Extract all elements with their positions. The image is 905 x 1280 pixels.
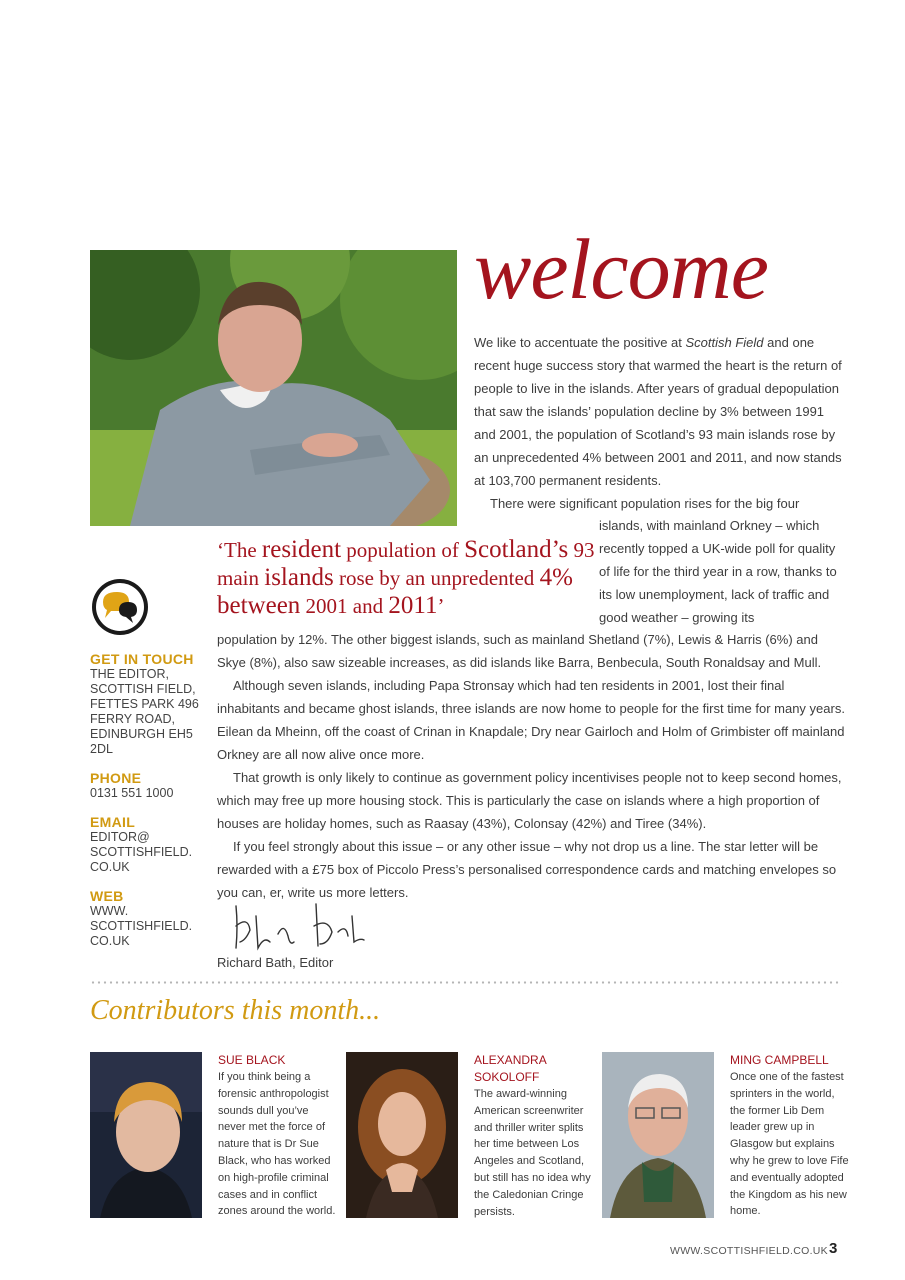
body-paragraph: If you feel strongly about this issue – or any other issue – why not drop us a line. The star letter will be rewarded with a £75 box of Piccolo Press’s personalised correspondence cards and matching envelopes so you can, er, write us more letters. <box>217 839 837 900</box>
contributor-photo <box>346 1052 458 1218</box>
contributor-bio: The award-winning American screenwriter and thriller writer splits her time between Los Angeles and Scotland, but still has no idea why the Caledonian Cringe persists. <box>474 1088 591 1218</box>
contact-heading: GET IN TOUCH <box>90 651 194 667</box>
quote-emphasis: 4% between <box>217 564 573 619</box>
contributor-bio: If you think being a forensic anthropologist sounds dull you’ve never met the force of nature that is Dr Sue Black, who has worked on high-profile criminal cases and in conflict zones around the world. <box>218 1071 336 1218</box>
web-heading: WEB <box>90 888 124 904</box>
intro-text-part: and one recent huge success story that warmed the heart is the return of people to live in the islands. After years of gradual depopulation that saw the islands’ population decline by 3% between 1991 and 2001, the population of Scotland’s 93 main islands rose by an unprecedented 4% between 2001 and 2011, and now stands at 103,700 permanent residents. <box>474 335 842 488</box>
email-address: EDITOR@ SCOTTISHFIELD. CO.UK <box>90 830 193 874</box>
body-paragraph: Although seven islands, including Papa Stronsay which had ten residents in 2001, lost their final inhabitants and became ghost islands, three islands are now home to people for the first time for many years. Eilean da Mheinn, off the coast of Crinan in Knapdale; Dry near Gairloch and Holm of Grimbister off mainland Orkney are all now alive once more. <box>217 678 845 762</box>
body-paragraph: That growth is only likely to continue as government policy incentivises people not to keep second homes, which may free up more housing stock. This is particularly the case on islands where a high proportion of houses are holiday homes, such as Raasay (43%), Colonsay (42%) and Tiree (34%). <box>217 770 842 831</box>
editor-signature <box>228 896 368 956</box>
contributor-photo <box>602 1052 714 1218</box>
section-divider <box>90 981 842 984</box>
quote-emphasis: Scotland’s <box>464 536 569 563</box>
email-heading: EMAIL <box>90 814 136 830</box>
right-column-paragraph: islands, with mainland Orkney – which recently topped a UK-wide poll for quality of life for the third year in a row, thanks to its low unemployment, lack of traffic and good weather – growing its <box>599 518 837 625</box>
quote-text: population of <box>341 538 465 562</box>
pull-quote <box>217 536 597 620</box>
contributor-photo <box>90 1052 202 1218</box>
quote-emphasis: islands <box>264 564 334 591</box>
quote-text: ‘The <box>217 538 262 562</box>
phone-number: 0131 551 1000 <box>90 786 174 800</box>
contact-sidebar <box>90 652 210 963</box>
quote-text: ’ <box>437 594 445 618</box>
quote-text: 93 main <box>217 538 595 590</box>
intro-text <box>474 331 844 515</box>
editor-photo <box>90 250 457 526</box>
phone-heading: PHONE <box>90 770 142 786</box>
contributors-heading: Contributors this month... <box>90 995 381 1026</box>
contributor-name: SUE BLACK <box>218 1053 286 1067</box>
intro-paragraph-2: There were significant population rises for the big four <box>490 496 800 511</box>
page-number: 3 <box>829 1240 838 1257</box>
quote-emphasis: 2011 <box>388 592 438 619</box>
postal-address: THE EDITOR, SCOTTISH FIELD, FETTES PARK 496 FERRY ROAD, EDINBURGH EH5 2DL <box>90 667 199 756</box>
contributor-card <box>474 1052 594 1220</box>
intro-text-part: We like to accentuate the positive at <box>474 335 686 350</box>
contributor-name: ALEXANDRA SOKOLOFF <box>474 1053 547 1084</box>
body-text <box>217 628 847 904</box>
body-paragraph: population by 12%. The other biggest islands, such as mainland Shetland (7%), Lewis & Harris (6%) and Skye (8%), also saw sizeable increases, as did islands like Barra, Benbecula, South Ronaldsay and Mull. <box>217 632 822 670</box>
magazine-name: Scottish Field <box>685 335 764 350</box>
quote-text: rose by an unpredented <box>333 566 540 590</box>
speech-bubble-icon <box>91 578 149 636</box>
quote-emphasis: resident <box>261 536 342 563</box>
page-title: welcome <box>474 221 768 317</box>
intro-paragraph <box>474 331 844 492</box>
contributor-bio: Once one of the fastest sprinters in the world, the former Lib Dem leader grew up in Glasgow but explains why he grew to love Fife and eventually adopted the Kingdom as his new home. <box>730 1071 849 1218</box>
footer-url[interactable]: WWW.SCOTTISHFIELD.CO.UK <box>670 1245 828 1257</box>
quote-text: 2001 and <box>300 594 389 618</box>
web-address: WWW. SCOTTISHFIELD. CO.UK <box>90 904 193 948</box>
right-column-text <box>599 514 849 629</box>
contributor-card <box>218 1052 338 1220</box>
contributor-card <box>730 1052 850 1220</box>
contributor-name: MING CAMPBELL <box>730 1053 829 1067</box>
editor-signoff: Richard Bath, Editor <box>217 955 334 970</box>
